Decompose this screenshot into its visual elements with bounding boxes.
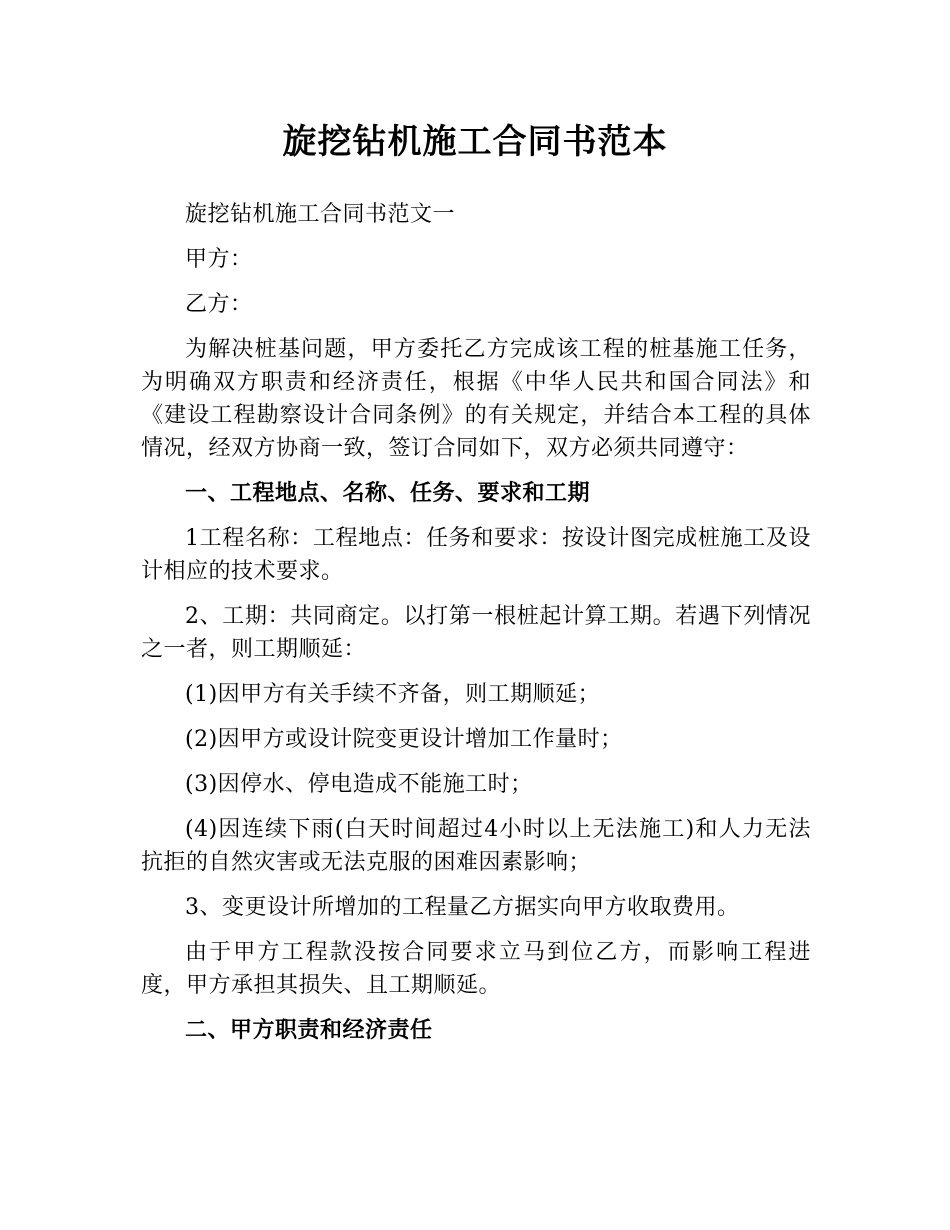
paragraph-item-2: (2)因甲方或设计院变更设计增加工作量时； (185, 727, 623, 752)
paragraph-item-4: (4)因连续下雨(白天时间超过4小时以上无法施工)和人力无法抗拒的自然灾害或无法克服的困难因素影响； (141, 817, 811, 875)
paragraph-party-a: 甲方： (185, 247, 253, 272)
paragraph-preamble: 为解决桩基问题，甲方委托乙方完成该工程的桩基施工任务，为明确双方职责和经济责任，根据《中华人民共和国合同法》和《建设工程勘察设计合同条例》的有关规定，并结合本工程的具体情况，经双方协商一致，签订合同如下，双方必须共同遵守： (141, 337, 811, 461)
paragraph-project-name: 1工程名称：工程地点：任务和要求：按设计图完成桩施工及设计相应的技术要求。 (141, 526, 811, 584)
paragraph-party-b: 乙方： (185, 292, 253, 317)
paragraph-subtitle: 旋挖钻机施工合同书范文一 (185, 202, 456, 227)
document-body (141, 198, 811, 1059)
document-title: 旋挖钻机施工合同书范本 (282, 122, 668, 162)
section-heading-1: 一、工程地点、名称、任务、要求和工期 (185, 481, 591, 506)
paragraph-schedule: 2、工期：共同商定。以打第一根桩起计算工期。若遇下列情况之一者，则工期顺延： (141, 604, 811, 662)
section-heading-2: 二、甲方职责和经济责任 (185, 1018, 433, 1043)
paragraph-item-3: (3)因停水、停电造成不能施工时； (185, 772, 533, 797)
paragraph-payment-delay: 由于甲方工程款没按合同要求立马到位乙方，而影响工程进度，甲方承担其损失、且工期顺延。 (141, 940, 811, 998)
paragraph-design-change: 3、变更设计所增加的工程量乙方据实向甲方收取费用。 (185, 895, 740, 920)
paragraph-item-1: (1)因甲方有关手续不齐备，则工期顺延； (185, 682, 601, 707)
